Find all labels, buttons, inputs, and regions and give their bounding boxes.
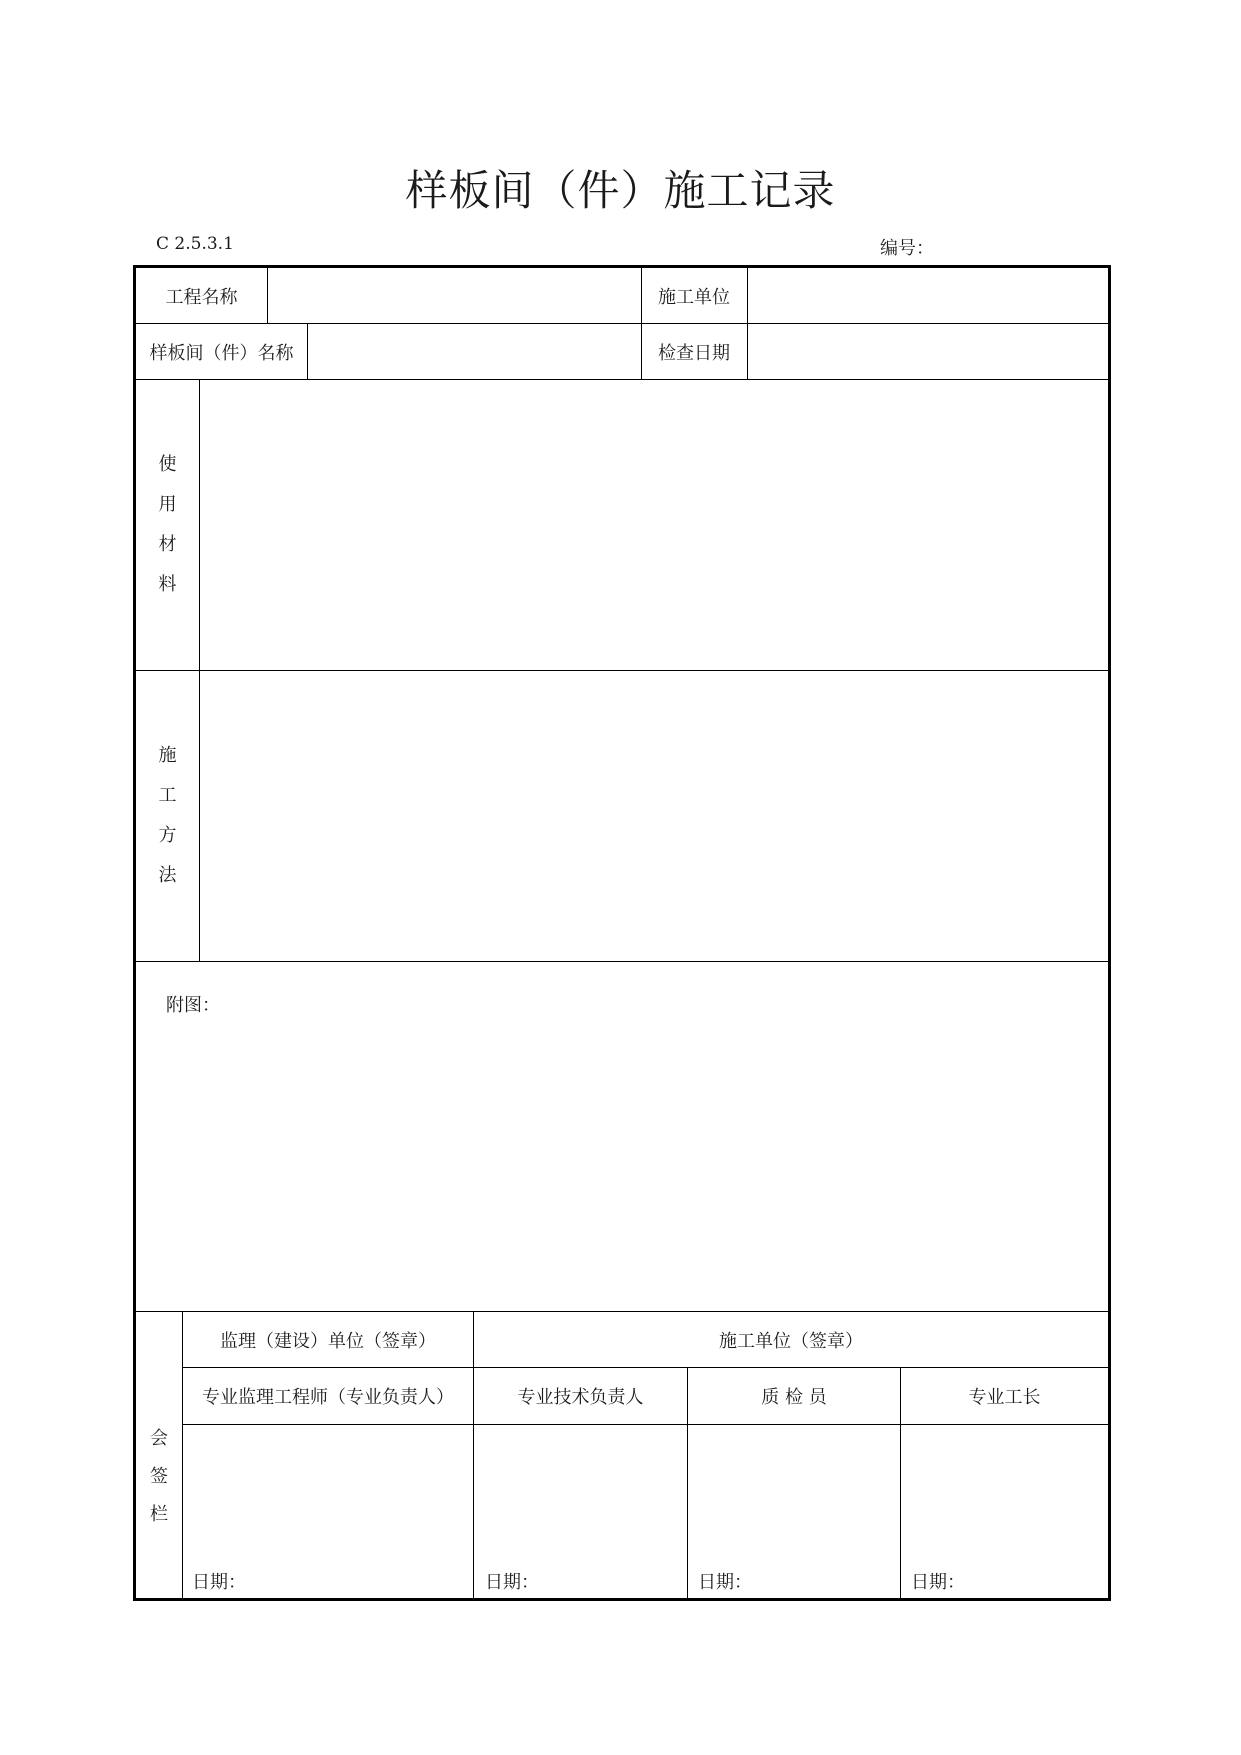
tech-lead-header: 专业技术负责人 (517, 1387, 644, 1408)
quality-inspector-header: 质 检 员 (761, 1387, 827, 1408)
attachment-area[interactable] (136, 962, 1108, 1311)
construction-unit-header: 施工单位（签章） (719, 1330, 863, 1352)
foreman-header: 专业工长 (968, 1387, 1041, 1408)
method-label (136, 671, 199, 961)
method-label-char: 法 (158, 865, 177, 886)
method-label-char: 工 (158, 785, 177, 806)
materials-label-char: 用 (158, 494, 177, 515)
form-code: C 2.5.3.1 (156, 234, 234, 254)
construction-unit-label: 施工单位 (658, 286, 730, 308)
record-table (133, 265, 1111, 1601)
serial-number-label: 编号： (880, 238, 934, 259)
signoff-label-char: 会 (150, 1427, 168, 1449)
method-field[interactable] (200, 671, 1108, 961)
supervisor-date-label: 日期： (192, 1572, 246, 1593)
sample-name-field[interactable] (308, 324, 640, 379)
inspection-date-field[interactable] (748, 324, 1108, 379)
attachment-label: 附图： (166, 995, 220, 1016)
materials-label-char: 使 (158, 454, 177, 475)
supervisor-engineer-header: 专业监理工程师（专业负责人） (202, 1387, 454, 1408)
signoff-label-char: 栏 (150, 1503, 168, 1525)
method-label-char: 方 (158, 825, 177, 846)
materials-label-char: 料 (158, 574, 177, 595)
sample-name-label: 样板间（件）名称 (149, 342, 294, 364)
project-name-field[interactable] (268, 268, 640, 323)
quality-inspector-date-label: 日期： (698, 1572, 752, 1593)
inspection-date-label: 检查日期 (658, 342, 730, 364)
materials-field[interactable] (200, 380, 1108, 670)
supervision-unit-header: 监理（建设）单位（签章） (220, 1330, 436, 1352)
page-title: 样板间（件）施工记录 (405, 166, 836, 215)
signoff-label-char: 签 (150, 1465, 168, 1487)
method-label-char: 施 (158, 745, 177, 766)
materials-label-char: 材 (158, 534, 177, 555)
foreman-date-label: 日期： (911, 1572, 965, 1593)
tech-lead-date-label: 日期： (485, 1572, 539, 1593)
materials-label (136, 380, 199, 670)
construction-unit-field[interactable] (748, 268, 1108, 323)
signoff-side-label (136, 1312, 182, 1601)
project-name-label: 工程名称 (165, 286, 238, 308)
